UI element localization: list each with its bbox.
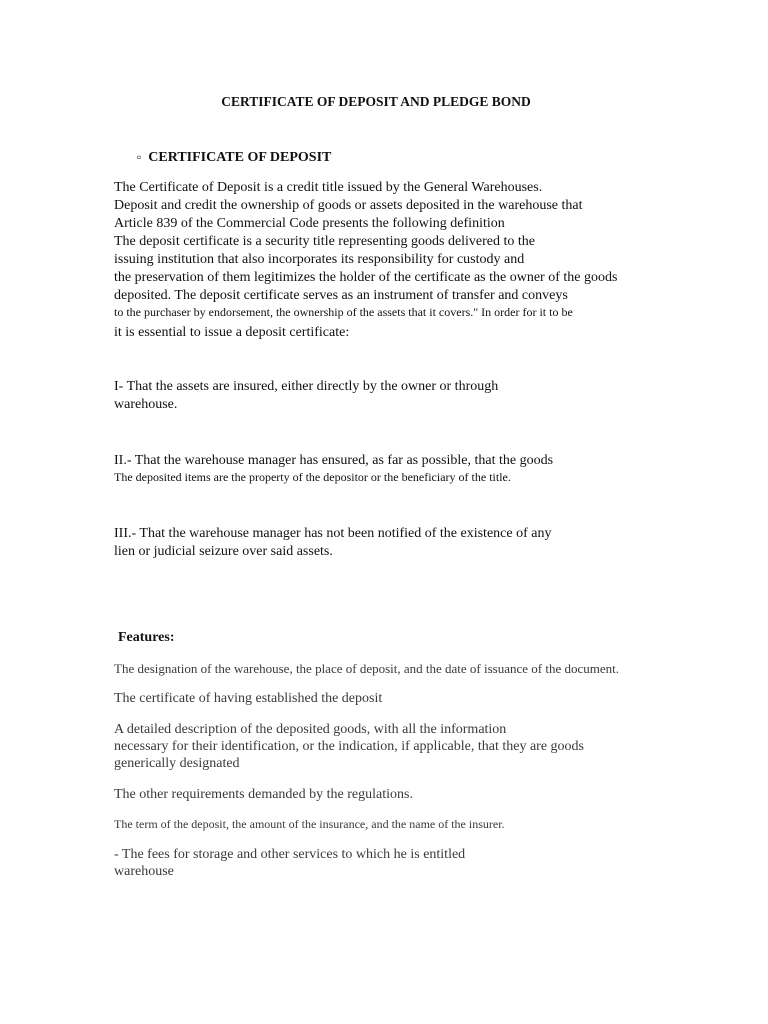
section-heading bbox=[137, 150, 331, 166]
requirement-2-line-2: The deposited items are the property of the depositor or the beneficiary of the title. bbox=[114, 470, 511, 484]
feature-item-line: generically designated bbox=[114, 756, 240, 771]
feature-item-line: - The fees for storage and other services to which he is entitled bbox=[114, 847, 466, 862]
requirement-1-line-2: warehouse. bbox=[114, 397, 178, 412]
intro-line: it is essential to issue a deposit certificate: bbox=[114, 325, 350, 340]
requirement-2-line-1: II.- That the warehouse manager has ensured, as far as possible, that the goods bbox=[114, 453, 554, 468]
document-title: CERTIFICATE OF DEPOSIT AND PLEDGE BOND bbox=[221, 94, 531, 109]
requirement-3-line-1: III.- That the warehouse manager has not been notified of the existence of any bbox=[114, 526, 552, 541]
intro-line: issuing institution that also incorporates its responsibility for custody and bbox=[114, 252, 525, 267]
requirement-1-line-1: I- That the assets are insured, either directly by the owner or through bbox=[114, 379, 499, 394]
feature-item-line: necessary for their identification, or the indication, if applicable, that they are goods bbox=[114, 739, 584, 754]
intro-line: deposited. The deposit certificate serves as an instrument of transfer and conveys bbox=[114, 288, 568, 303]
feature-item-line: A detailed description of the deposited goods, with all the information bbox=[114, 722, 507, 737]
intro-line: The Certificate of Deposit is a credit title issued by the General Warehouses. bbox=[114, 180, 543, 195]
feature-item: The certificate of having established the deposit bbox=[114, 691, 383, 706]
intro-line: to the purchaser by endorsement, the ownership of the assets that it covers." In order for it to be bbox=[114, 305, 573, 319]
feature-item-line: warehouse bbox=[114, 864, 174, 879]
intro-line: Deposit and credit the ownership of goods or assets deposited in the warehouse that bbox=[114, 198, 583, 213]
intro-line: the preservation of them legitimizes the holder of the certificate as the owner of the goods bbox=[114, 270, 618, 285]
box-bullet-icon: ▫ bbox=[137, 150, 142, 164]
features-heading: Features: bbox=[118, 630, 175, 645]
feature-item: The term of the deposit, the amount of the insurance, and the name of the insurer. bbox=[114, 817, 505, 831]
intro-line: The deposit certificate is a security title representing goods delivered to the bbox=[114, 234, 536, 249]
feature-item: The other requirements demanded by the regulations. bbox=[114, 787, 413, 802]
intro-line: Article 839 of the Commercial Code presents the following definition bbox=[114, 216, 505, 231]
feature-item: The designation of the warehouse, the place of deposit, and the date of issuance of the document. bbox=[114, 661, 620, 676]
requirement-3-line-2: lien or judicial seizure over said assets. bbox=[114, 544, 333, 559]
section-heading-text: CERTIFICATE OF DEPOSIT bbox=[148, 150, 332, 165]
